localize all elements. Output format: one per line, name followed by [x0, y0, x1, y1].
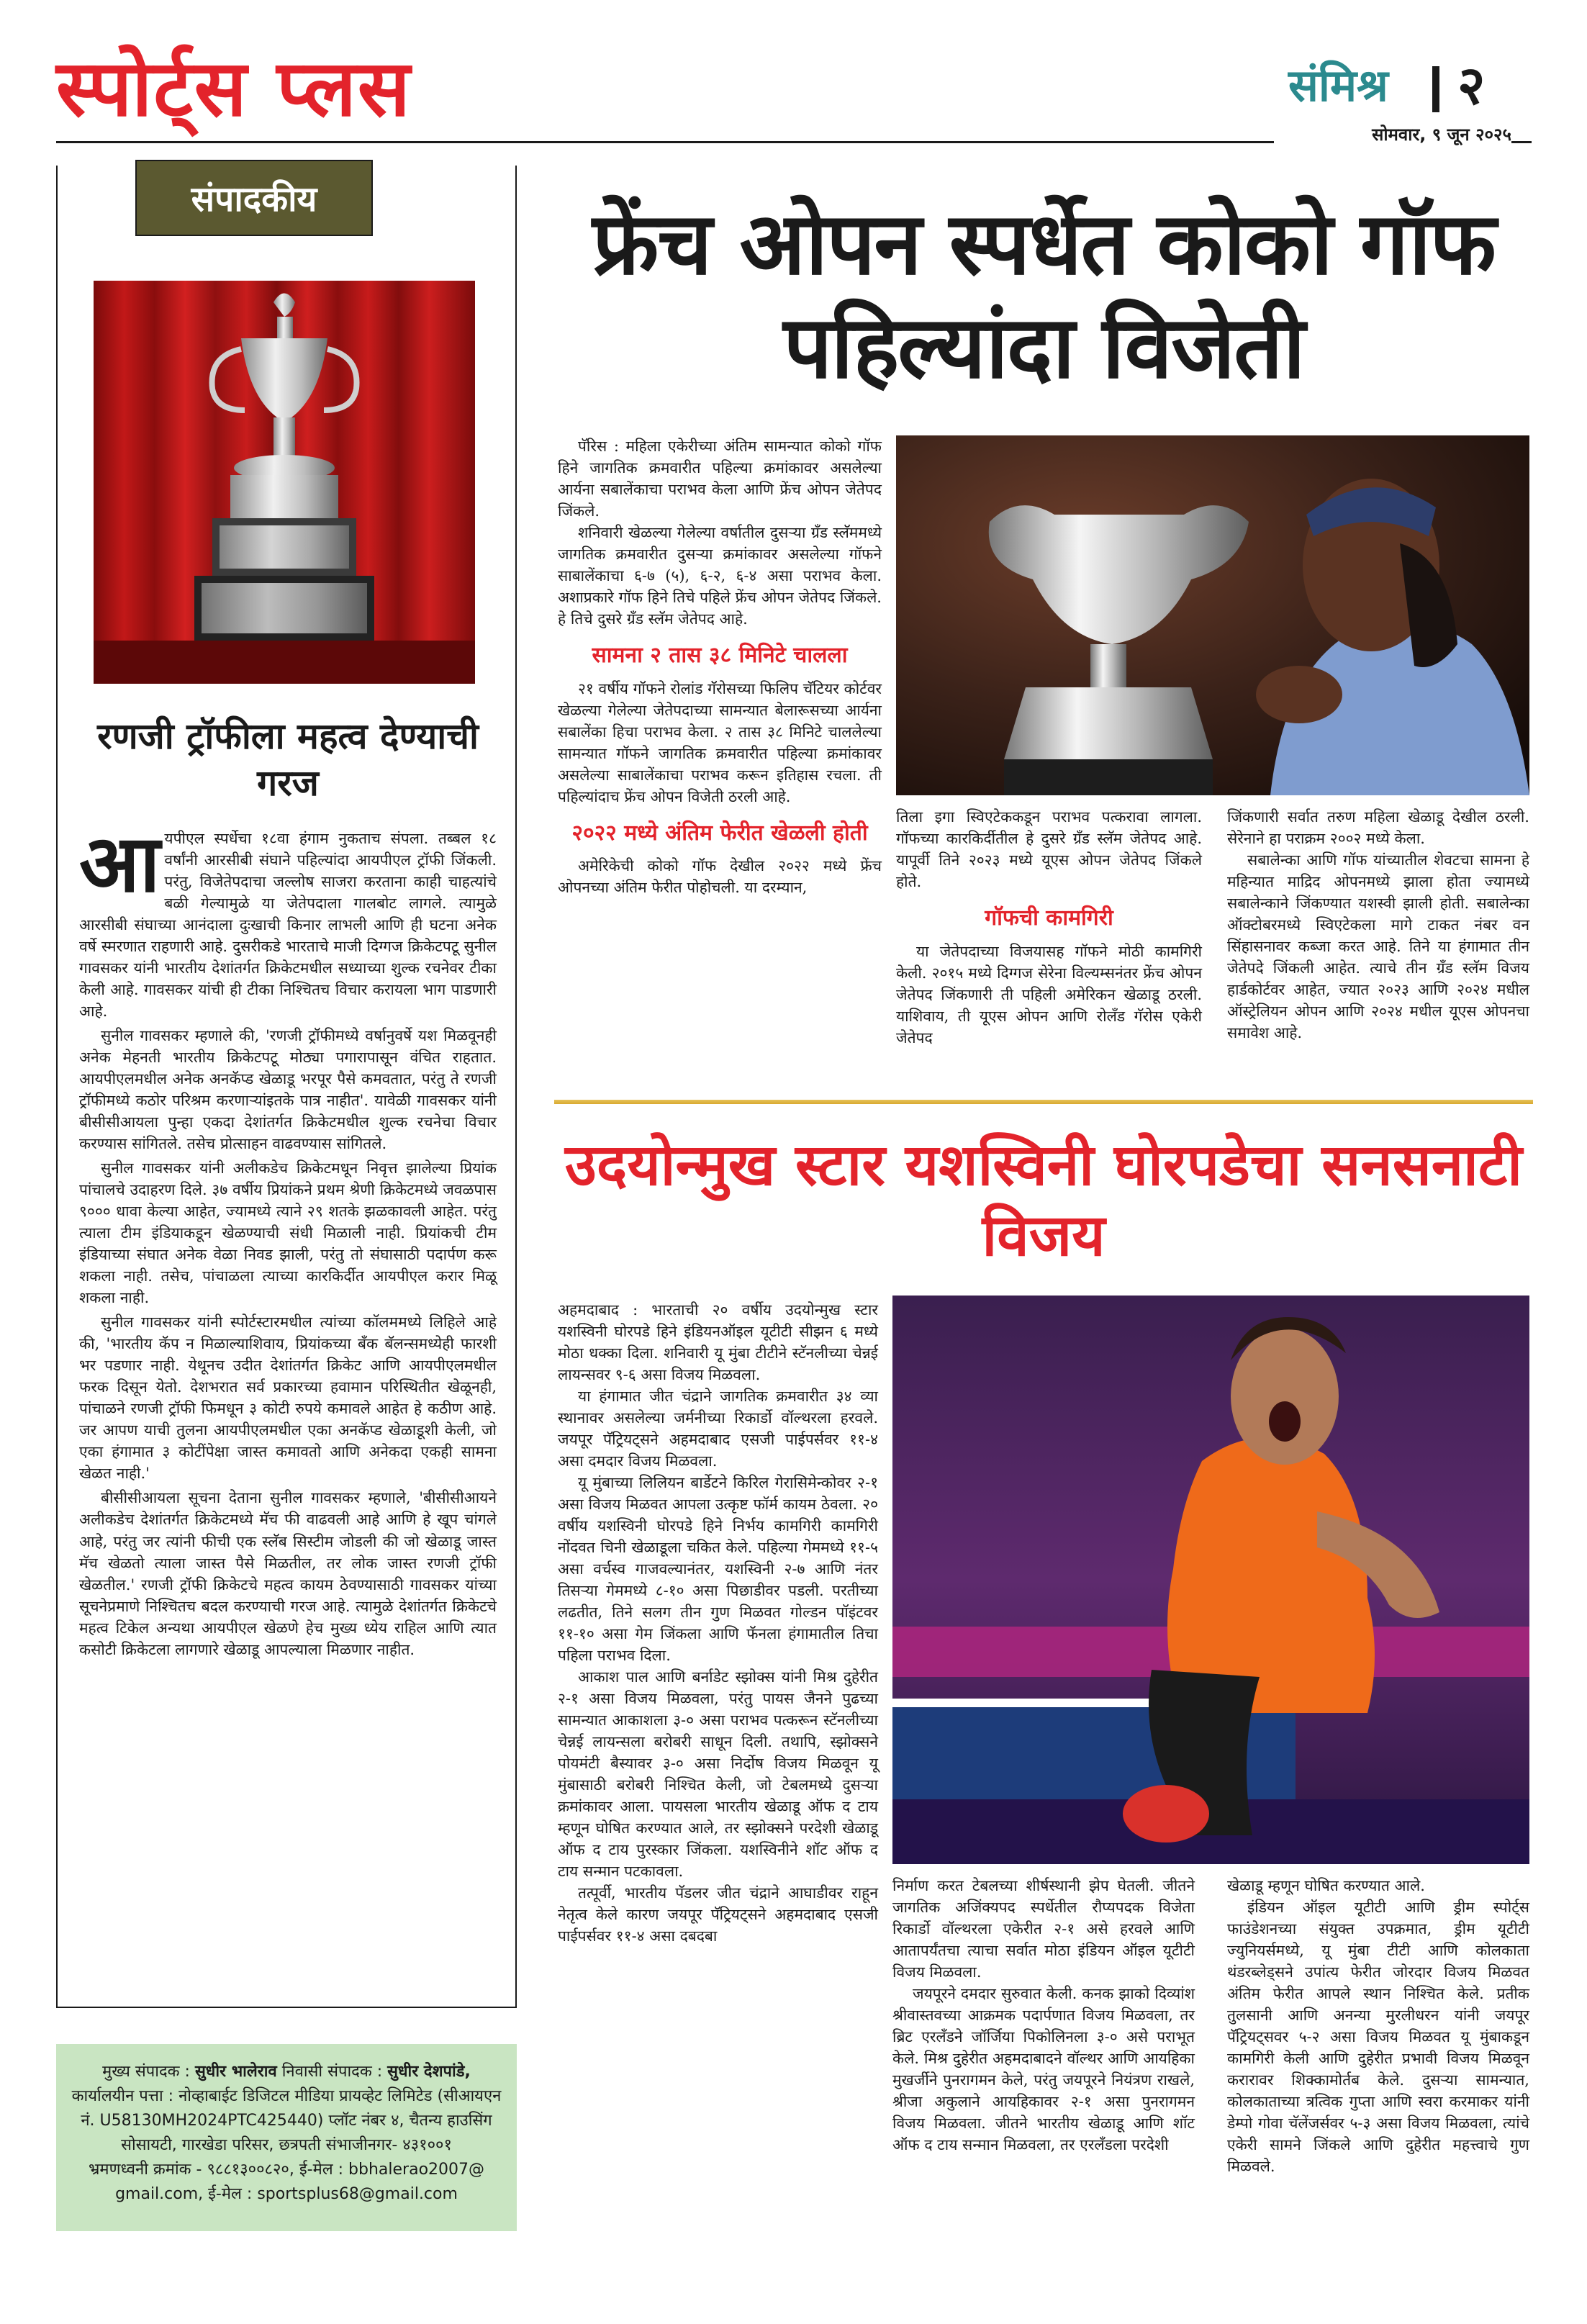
story1-column-3 [1227, 806, 1529, 1044]
story2-paragraph: यू मुंबाच्या लिलियन बार्डेटने किरिल गेरासिमेन्कोवर २-१ असा विजय मिळवत आपला उत्कृष्ट फॉर्म कायम ठेवला. २० वर्षीय यशस्विनी घोरपडे हिने निर्भय कामगिरी कामगिरी नोंदवत चिनी खेळाडूला चकित केले. पहिल्या गेममध्ये ११-५ असा वर्चस्व गाजवल्यानंतर, यशस्विनी २-७ आणि नंतर तिसऱ्या गेममध्ये ८-१० असा पिछाडीवर पडली. परतीच्या लढतीत, तिने सलग तीन गुण मिळवत गोल्डन पॉइंटवर ११-१० असा गेम जिंकला आणि फॅनला हंगामातील तिचा पहिला पराभव दिला. [558, 1474, 878, 1665]
story1-paragraph: अमेरिकेची कोको गॉफ देखील २०२२ मध्ये फ्रेंच ओपनच्या अंतिम फेरीत पोहोचली. या दरम्यान, [558, 857, 882, 897]
ranji-trophy-photo [94, 281, 475, 684]
chief-editor-name: सुधीर भालेराव [194, 2063, 277, 2081]
story1-paragraph: शनिवारी खेळल्या गेलेल्या वर्षातील दुसऱ्या ग्रँड स्लॅममध्ये जागतिक क्रमवारीत दुसऱ्या क्रमांकावर असलेल्या गॉफने साबालेंकाचा ६-७ (५), ६-२, ६-४ असा पराभव केला. अशाप्रकारे गॉफ हिने तिचे पहिले फ्रेंच ओपन जेतेपद जिंकले. हे तिचे दुसरे ग्रँड स्लॅम जेतेपद आहे. [558, 524, 882, 628]
story2-paragraph: निर्माण करत टेबलच्या शीर्षस्थानी झेप घेतली. जीतने जागतिक अजिंक्यपद स्पर्धेतील रौप्यपदक विजेता रिकार्डो वॉल्थरला एकेरीत २-१ असे हरवले आणि आतापर्यंतचा त्याचा सर्वात मोठा इंडियन ऑइल यूटीटी विजय मिळवला. [892, 1877, 1195, 1981]
editorial-column [56, 166, 517, 2008]
story2-paragraph: तत्पूर्वी, भारतीय पॅडलर जीत चंद्राने आघाडीवर राहून नेतृत्व केले कारण जयपूर पॅट्रियट्सने अहमदाबाद एसजी पाईपर्सवर ११-४ असा दबदबा [558, 1884, 878, 1945]
story2-paragraph: या हंगामात जीत चंद्राने जागतिक क्रमवारीत ३४ व्या स्थानावर असलेल्या जर्मनीच्या रिकार्डो वॉल्थरला हरवले. जयपूर पॅट्रियट्सने अहमदाबाद एसजी पाईपर्सवर ११-४ असा दमदार विजय मिळवला. [558, 1388, 878, 1470]
story1-paragraph: २१ वर्षीय गॉफने रोलांड गॅरोसच्या फिलिप चॅटियर कोर्टवर खेळल्या गेलेल्या जेतेपदाच्या सामन्यात बेलारूसच्या आर्यना सबालेंका हिचा पराभव केला. २ तास ३८ मिनिटे चाललेल्या सामन्यात गॉफने जागतिक क्रमवारीत पहिल्या क्रमांकावर असलेल्या साबालेंकाचा पराभव करून इतिहास रचला. ती पहिल्यांदाच फ्रेंच ओपन विजेती ठरली आहे. [558, 679, 882, 805]
story1-paragraph: जिंकणारी सर्वात तरुण महिला खेळाडू देखील ठरली. सेरेनाने हा पराक्रम २००२ मध्ये केला. [1227, 808, 1529, 848]
section-divider [1432, 66, 1439, 112]
editorial-paragraph: सुनील गावसकर यांनी अलीकडेच क्रिकेटमधून निवृत्त झालेल्या प्रियांक पांचालचे उदाहरण दिले. ३७ वर्षीय प्रियांकने प्रथम श्रेणी क्रिकेटमध्ये जवळपास ९००० धावा केल्या आहेत, ज्यामध्ये त्याने २९ शतके झळकावली आहेत. परंतु त्याला टीम इंडियाकडून खेळण्याची संधी मिळाली नाही. प्रियांकची टीम इंडियाच्या संघात अनेक वेळा निवड झाली, परंतु तो संघासाठी पदार्पण करू शकला नाही. तसेच, पांचाळला त्याच्या कारकिर्दीत आयपीएल करार मिळू शकला नाही. [79, 1159, 497, 1307]
story1-subhead: गॉफची कामगिरी [985, 905, 1113, 931]
editorial-tab: संपादकीय [135, 160, 373, 236]
story2-paragraph: खेळाडू म्हणून घोषित करण्यात आले. [1227, 1877, 1425, 1894]
section-divider-rule [554, 1100, 1533, 1104]
story1-subhead: २०२२ मध्ये अंतिम फेरीत खेळली होती [571, 820, 868, 846]
editorial-headline: रणजी ट्रॉफीला महत्व देण्याची गरज [97, 715, 479, 804]
resident-editor-name: सुधीर देशपांडे, [387, 2063, 471, 2081]
page-number: २ [1457, 55, 1486, 117]
story1-headline: फ्रेंच ओपन स्पर्धेत कोको गॉफ पहिल्यांदा विजेती [592, 194, 1496, 398]
story2-column-2 [892, 1875, 1195, 2156]
office-address: कार्यालयीन पत्ता : नोव्हाबाईट डिजिटल मीडिया प्रायव्हेट लिमिटेड (सीआयएन नं. U58130MH2024PTC425440) प्लॉट नंबर ४, चैतन्य हाउसिंग सोसायटी, गारखेडा परिसर, छत्रपती संभाजीनगर- ४३१००१ [71, 2087, 502, 2155]
story1-column-2 [896, 806, 1202, 1049]
section-name: संमिश्र [1288, 59, 1388, 112]
editorial-paragraph: आयपीएल स्पर्धेचा १८वा हंगाम नुकताच संपला. तब्बल १८ वर्षांनी आरसीबी संघाने पहिल्यांदा आयपीएल ट्रॉफी जिंकली. परंतु, विजेतेपदाचा जल्लोष साजरा करताना काही चाहत्यांचे बळी गेल्यामुळे या जेतेपदाला गालबोट लागले. त्यामुळे आरसीबी संघाच्या आनंदाला दुःखाची किनार लाभली आणि ही घटना अनेक वर्षे स्मरणात राहणारी आहे. दुसरीकडे भारताचे माजी दिग्गज क्रिकेटपटू सुनील गावसकर यांनी भारतीय देशांतर्गत क्रिकेटमधील सध्याच्या शुल्क रचनेवर टीका केली आहे. गावसकर यांची ही टीका निश्चितच विचार करायला भाग पाडणारी आहे. [79, 818, 497, 1021]
story1-column-1 [558, 435, 882, 898]
story2-paragraph: आकाश पाल आणि बर्नाडेट स्झोक्स यांनी मिश्र दुहेरीत २-१ असा विजय मिळवला, परंतु पायस जैनने पुढच्या सामन्यात आकाशला ३-० असा पराभव पत्करून स्टॅनलीच्या चेन्नई लायन्सला बरोबरी साधून दिली. तथापि, स्झोक्सने पोयमंटी बैस्यावर ३-० असा निर्दोष विजय मिळवून यू मुंबासाठी बरोबरी निश्चित केली, जो टेबलमध्ये दुसऱ्या क्रमांकावर आला. पायसला भारतीय खेळाडू ऑफ द टाय म्हणून घोषित करण्यात आले, तर स्झोक्सने परदेशी खेळाडू ऑफ द टाय पुरस्कार जिंकला. यशस्विनीने शॉट ऑफ द टाय सन्मान पटकावला. [558, 1668, 878, 1881]
editorial-body [79, 818, 497, 1663]
drop-cap: आ [79, 818, 160, 910]
story2-paragraph: जयपूरने दमदार सुरुवात केली. कनक झाको दिव्यांश श्रीवास्तवच्या आक्रमक पदार्पणात विजय मिळवला, तर ब्रिट एरलँडने जॉर्जिया पिकोलिनला ३-० असे पराभूत केले. मिश्र दुहेरीत अहमदाबादने वॉल्थर आणि आयहिका मुखर्जीने पुनरागमन केले, परंतु जयपूरने नियंत्रण राखले, श्रीजा अकुलाने आयहिकावर २-१ असा पुनरागमन विजय मिळवला. जीतने भारतीय खेळाडू आणि शॉट ऑफ द टाय सन्मान मिळवला, तर एरलँडला परदेशी [892, 1985, 1195, 2154]
story2-paragraph: इंडियन ऑइल यूटीटी आणि ड्रीम स्पोर्ट्स फाउंडेशनच्या संयुक्त उपक्रमात, ड्रीम यूटीटी ज्युनियर्समध्ये, यू मुंबा टीटी आणि कोलकाता थंडरब्लेड्सने उपांत्य फेरीत जोरदार विजय मिळवत अंतिम फेरीत आपले स्थान निश्चित केले. प्रतीक तुलसानी आणि अनन्या मुरलीधरन यांनी जयपूर पॅट्रियट्सवर ५-२ असा विजय मिळवत यू मुंबाकडून कामगिरी केली आणि दुहेरीत प्रभावी विजय मिळवून करारावर शिक्कामोर्तब केले. दुसऱ्या सामन्यात, कोलकाताच्या त्रत्विक गुप्ता आणि स्वरा करमाकर यांनी डेम्पो गोवा चॅलेंजर्सवर ५-३ असा विजय मिळवला, त्यांचे एकेरी सामने जिंकले आणि दुहेरीत महत्त्वाचे गुण मिळवले. [1227, 1899, 1529, 2176]
story2-headline: उदयोन्मुख स्टार यशस्विनी घोरपडेचा सनसनाटी विजय [565, 1131, 1522, 1269]
editorial-paragraph: सुनील गावसकर म्हणाले की, 'रणजी ट्रॉफीमध्ये वर्षानुवर्षे यश मिळवूनही अनेक मेहनती भारतीय क्रिकेटपटू मोठ्या पगारापासून वंचित राहतात. आयपीएलमधील अनेक अनकॅप्ड खेळाडू भरपूर पैसे कमवतात, परंतु ते रणजी ट्रॉफीमध्ये कठोर परिश्रम करणाऱ्यांइतके पात्र नाहीत'. यावेळी गावसकर यांनी बीसीसीआयला पुन्हा एकदा देशांतर्गत क्रिकेटमधील शुल्क रचनेचा विचार करण्यास सांगितले. तसेच प्रोत्साहन वाढवण्यास सांगितले. [79, 1027, 497, 1153]
story1-subhead: सामना २ तास ३८ मिनिटे चालला [592, 643, 848, 669]
editorial-paragraph: सुनील गावसकर यांनी स्पोर्टस्टारमधील त्यांच्या कॉलममध्ये लिहिले आहे की, 'भारतीय कॅप न मिळाल्याशिवाय, प्रियांकच्या बँक बॅलन्समध्येही फारशी भर पडणार नाही. येथूनच उदीत देशांतर्गत क्रिकेट आणि आयपीएलमधील फरक दिसून येतो. देशभरात सर्व प्रकारच्या हवामान परिस्थितीत खेळूनही, पांचाळने रणजी ट्रॉफी फिमधून ३ कोटी रुपये कमावले आहेत हे कठीण आहे. जर आपण याची तुलना आयपीएलमधील एका अनकॅप्ड खेळाडूशी केली, जो एका हंगामात ३ कोटींपेक्षा जास्त कमावतो आणि अनेकदा एकही सामना खेळत नाही.' [79, 1314, 497, 1483]
story1-paragraph: पॅरिस : महिला एकेरीच्या अंतिम सामन्यात कोको गॉफ हिने जागतिक क्रमवारीत पहिल्या क्रमांकावर असलेल्या आर्यना सबालेंकाचा पराभव केला आणि फ्रेंच ओपन जेतेपद जिंकले. [558, 438, 882, 520]
masthead [0, 0, 1587, 144]
story1-paragraph: या जेतेपदाच्या विजयासह गॉफने मोठी कामगिरी केली. २०१५ मध्ये दिग्गज सेरेना विल्यम्सनंतर फ्रेंच ओपन जेतेपद जिंकणारी ती पहिली अमेरिकन खेळाडू ठरली. याशिवाय, ती यूएस ओपन आणि रोलँड गॅरोस एकेरी जेतेपद [896, 942, 1202, 1046]
imprint-box [56, 2044, 517, 2231]
story2-column-1 [558, 1299, 878, 1947]
story2-paragraph: अहमदाबाद : भारताची २० वर्षीय उदयोन्मुख स्टार यशस्विनी घोरपडे हिने इंडियनऑइल यूटीटी सीझन ६ मध्ये मोठा धक्का दिला. शनिवारी यू मुंबा टीटीने स्टॅनलीच्या चेन्नई लायन्सवर ९-६ असा विजय मिळवला. [558, 1301, 878, 1384]
story1-paragraph: तिला इगा स्विएटेककडून पराभव पत्करावा लागला. गॉफच्या कारकिर्दीतील हे दुसरे ग्रँड स्लॅम जेतेपद आहे. यापूर्वी तिने २०२३ मध्ये यूएस ओपन जेतेपद जिंकले होते. [896, 808, 1202, 891]
issue-date: सोमवार, ९ जून २०२५ [1274, 122, 1511, 146]
newspaper-logo: स्पोर्ट्स प्लस [56, 44, 412, 134]
story2-column-3 [1227, 1875, 1529, 2177]
contact-line: भ्रमणध्वनी क्रमांक - ९८८१३००८२०, ई-मेल : bbhalerao2007@ gmail.com, ई-मेल : sportsplus68@gmail.com [88, 2161, 485, 2204]
story1-paragraph: सबालेन्का आणि गॉफ यांच्यातील शेवटचा सामना हे महिन्यात माद्रिद ओपनमध्ये झाला होता ज्यामध्ये सबालेन्काने जिंकण्यात यशस्वी झाली होती. सबालेन्का ऑक्टोबरमध्ये स्विएटेकला मागे टाकत नंबर वन सिंहासनावर कब्जा करत आहे. तिने या हंगामात तीन जेतेपदे जिंकली आहेत. त्याचे तीन ग्रँड स्लॅम विजय हार्डकोर्टवर आहेत, ज्यात २०२३ आणि २०२४ मधील ऑस्ट्रेलियन ओपन आणि २०२४ मधील यूएस ओपनचा समावेश आहे. [1227, 851, 1529, 1042]
editors-line: मुख्य संपादक : सुधीर भालेराव निवासी संपादक : सुधीर देशपांडे, [102, 2063, 471, 2081]
editorial-paragraph: बीसीसीआयला सूचना देताना सुनील गावसकर म्हणाले, 'बीसीसीआयने अलीकडेच देशांतर्गत क्रिकेटमध्ये मॅच फी वाढवली आहे आणि हे खूप चांगले आहे, परंतु जर त्यांनी फीची एक स्लॅब सिस्टीम जोडली की जो खेळाडू जास्त मॅच खेळतो त्याला जास्त पैसे मिळतील, तर लोक जास्त रणजी ट्रॉफी खेळतील.' रणजी ट्रॉफी क्रिकेटचे महत्व कायम ठेवण्यासाठी गावसकर यांच्या सूचनेप्रमाणे निश्चितच बदल करण्याची गरज आहे. त्यामुळे देशांतर्गत क्रिकेटचे महत्व टिकेल अन्यथा आयपीएल खेळणे हेच मुख्य ध्येय राहिल आणि त्यात कसोटी क्रिकेटला लागणारे खेळाडू आपल्याला मिळणार नाहीत. [79, 1489, 497, 1658]
coco-gauff-trophy-photo [896, 435, 1529, 795]
yashaswini-ghorpade-table-tennis-photo [892, 1296, 1529, 1864]
